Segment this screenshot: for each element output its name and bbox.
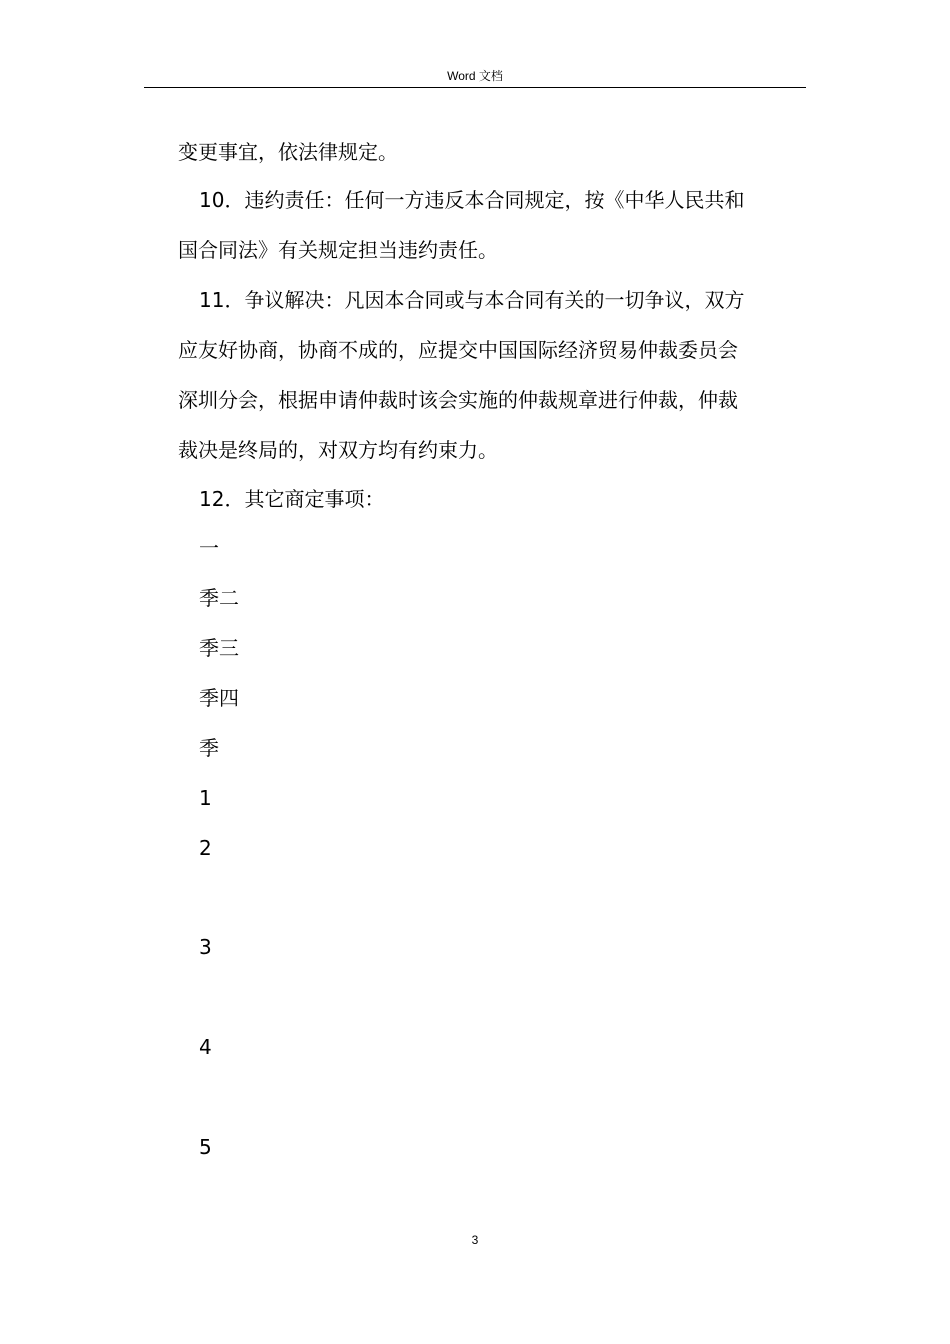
list-item: 2 <box>199 836 212 860</box>
paragraph-line: 深圳分会，根据申请仲裁时该会实施的仲裁规章进行仲裁，仲裁 <box>178 388 738 412</box>
list-item: 1 <box>199 786 212 810</box>
list-item: 季 <box>199 736 219 760</box>
list-item: 一 <box>199 536 219 560</box>
list-item: 3 <box>199 935 212 959</box>
page-number: 3 <box>471 1233 479 1247</box>
paragraph-line: 10．违约责任：任何一方违反本合同规定，按《中华人民共和 <box>199 188 745 212</box>
list-item: 5 <box>199 1135 212 1159</box>
paragraph-line: 12．其它商定事项： <box>199 487 385 511</box>
paragraph-line: 裁决是终局的，对双方均有约束力。 <box>178 438 498 462</box>
paragraph-line: 应友好协商，协商不成的，应提交中国国际经济贸易仲裁委员会 <box>178 338 738 362</box>
list-item: 季二 <box>199 586 239 610</box>
page-header-title: Word 文档 <box>447 69 503 83</box>
header-divider <box>144 87 806 88</box>
paragraph-line: 国合同法》有关规定担当违约责任。 <box>178 238 498 262</box>
list-item: 季三 <box>199 636 239 660</box>
paragraph-line: 11．争议解决：凡因本合同或与本合同有关的一切争议，双方 <box>199 288 745 312</box>
list-item: 4 <box>199 1035 212 1059</box>
list-item: 季四 <box>199 686 239 710</box>
paragraph-line: 变更事宜，依法律规定。 <box>178 140 398 164</box>
